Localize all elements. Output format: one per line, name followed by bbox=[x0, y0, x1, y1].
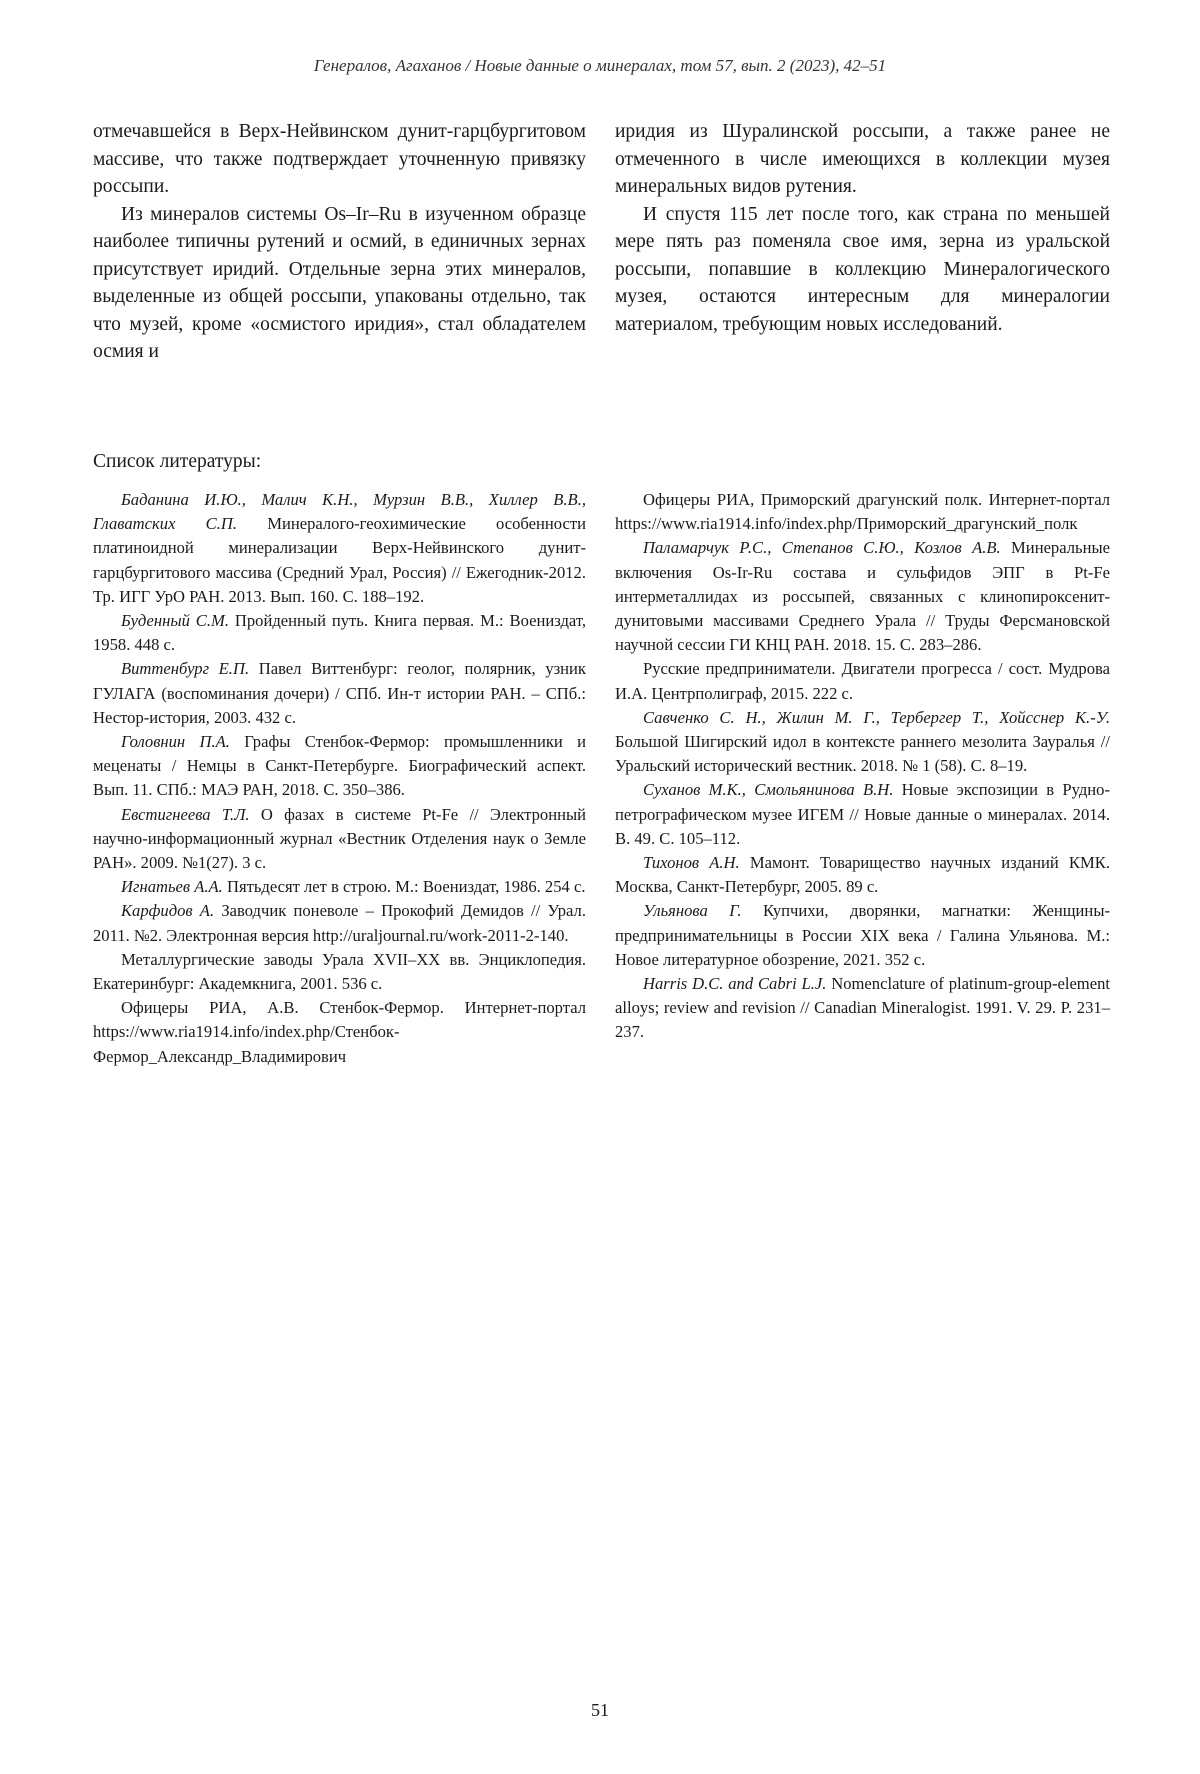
reference-text: Заводчик поневоле – Прокофий Демидов // Урал. 2011. №2. Электронная версия http://uraljournal.ru/work-2011-2-140. bbox=[93, 901, 586, 944]
reference-text: Павел Виттенбург: геолог, полярник, узник ГУЛАГА (воспоминания дочери) / СПб. Ин-т истории РАН. – СПб.: Нестор-история, 2003. 432 с. bbox=[93, 659, 586, 726]
page-number: 51 bbox=[0, 1700, 1200, 1721]
reference-item bbox=[615, 657, 1110, 705]
reference-item bbox=[615, 488, 1110, 536]
reference-text: Пятьдесят лет в строю. М.: Воениздат, 1986. 254 с. bbox=[223, 877, 586, 896]
reference-text: Мамонт. Товарищество научных изданий КМК. Москва, Санкт-Петербург, 2005. 89 с. bbox=[615, 853, 1110, 896]
reference-item bbox=[93, 875, 586, 899]
reference-text: Офицеры РИА, Приморский драгунский полк. Интернет-портал https://www.ria1914.info/index.php/Приморский_драгунский_полк bbox=[615, 490, 1110, 533]
reference-author: Баданина И.Ю., Малич К.Н., Мурзин В.В., Хиллер В.В., Главатских С.П. bbox=[93, 490, 586, 533]
reference-item bbox=[615, 851, 1110, 899]
reference-author: Суханов М.К., Смольянинова В.Н. bbox=[643, 780, 893, 799]
reference-text: Минеральные включения Os-Ir-Ru состава и сульфидов ЭПГ в Pt-Fe интерметаллидах из россыпей, связанных с клинопироксенит-дунитовыми массивами Среднего Урала // Труды Ферсмановской научной сессии ГИ КНЦ РАН. 2018. 15. С. 283–286. bbox=[615, 538, 1110, 654]
body-column-left bbox=[93, 118, 586, 366]
reference-author: Савченко С. Н., Жилин М. Г., Тербергер Т., Хойсснер К.-У. bbox=[643, 708, 1110, 727]
reference-item bbox=[93, 730, 586, 803]
reference-item bbox=[93, 803, 586, 876]
reference-author: Harris D.C. and Cabri L.J. bbox=[643, 974, 826, 993]
reference-item bbox=[93, 899, 586, 947]
reference-author: Ульянова Г. bbox=[643, 901, 742, 920]
reference-author: Тихонов А.Н. bbox=[643, 853, 740, 872]
body-paragraph: иридия из Шуралинской россыпи, а также ранее не отмеченного в числе имеющихся в коллекции музея минеральных видов рутения. bbox=[615, 118, 1110, 201]
reference-item bbox=[615, 706, 1110, 779]
reference-author: Игнатьев А.А. bbox=[121, 877, 223, 896]
reference-item bbox=[93, 488, 586, 609]
reference-item bbox=[615, 778, 1110, 851]
reference-author: Евстигнеева Т.Л. bbox=[121, 805, 250, 824]
reference-text: Русские предприниматели. Двигатели прогресса / сост. Мудрова И.А. Центрполиграф, 2015. 222 с. bbox=[615, 659, 1110, 702]
reference-item bbox=[93, 996, 586, 1069]
reference-text: Новые экспозиции в Рудно-петрографическом музее ИГЕМ // Новые данные о минералах. 2014. В. 49. С. 105–112. bbox=[615, 780, 1110, 847]
journal-page bbox=[0, 0, 1200, 1774]
running-header: Генералов, Агаханов / Новые данные о минералах, том 57, вып. 2 (2023), 42–51 bbox=[0, 56, 1200, 76]
reference-text: Графы Стенбок-Фермор: промышленники и меценаты / Немцы в Санкт-Петербурге. Биографический аспект. Вып. 11. СПб.: МАЭ РАН, 2018. С. 350–386. bbox=[93, 732, 586, 799]
reference-item bbox=[93, 948, 586, 996]
reference-author: Паламарчук Р.С., Степанов С.Ю., Козлов А.В. bbox=[643, 538, 1001, 557]
references-column-left bbox=[93, 488, 586, 1069]
reference-author: Карфидов А. bbox=[121, 901, 214, 920]
reference-item bbox=[615, 972, 1110, 1045]
reference-text: Nomenclature of platinum-group-element alloys; review and revision // Canadian Mineralogist. 1991. V. 29. P. 231–237. bbox=[615, 974, 1110, 1041]
reference-text: Пройденный путь. Книга первая. М.: Воениздат, 1958. 448 с. bbox=[93, 611, 586, 654]
reference-item bbox=[93, 657, 586, 730]
reference-text: Офицеры РИА, А.В. Стенбок-Фермор. Интернет-портал https://www.ria1914.info/index.php/Стенбок-Фермор_Александр_Владимирович bbox=[93, 998, 586, 1065]
reference-author: Головнин П.А. bbox=[121, 732, 230, 751]
body-column-right bbox=[615, 118, 1110, 338]
reference-item bbox=[93, 609, 586, 657]
reference-text: Минералого-геохимические особенности платиноидной минерализации Верх-Нейвинского дунит-гарцбургитового массива (Средний Урал, Россия) // Ежегодник-2012. Тр. ИГГ УрО РАН. 2013. Вып. 160. С. 188–192. bbox=[93, 514, 586, 606]
reference-text: Большой Шигирский идол в контексте раннего мезолита Зауралья // Уральский исторический вестник. 2018. № 1 (58). С. 8–19. bbox=[615, 732, 1110, 775]
reference-author: Виттенбург Е.П. bbox=[121, 659, 249, 678]
references-column-right bbox=[615, 488, 1110, 1045]
body-paragraph: Из минералов системы Os–Ir–Ru в изученном образце наиболее типичны рутений и осмий, в единичных зернах присутствует иридий. Отдельные зерна этих минералов, выделенные из общей россыпи, упакованы отдельно, так что музей, кроме «осмистого иридия», стал обладателем осмия и bbox=[93, 201, 586, 366]
reference-text: О фазах в системе Pt-Fe // Электронный научно-информационный журнал «Вестник Отделения наук о Земле РАН». 2009. №1(27). 3 с. bbox=[93, 805, 586, 872]
reference-item bbox=[615, 899, 1110, 972]
reference-item bbox=[615, 536, 1110, 657]
body-paragraph: И спустя 115 лет после того, как страна по меньшей мере пять раз поменяла свое имя, зерна из уральской россыпи, попавшие в коллекцию Минералогического музея, остаются интересным для минералогии материалом, требующим новых исследований. bbox=[615, 201, 1110, 339]
body-paragraph: отмечавшейся в Верх-Нейвинском дунит-гарцбургитовом массиве, что также подтверждает уточненную привязку россыпи. bbox=[93, 118, 586, 201]
reference-text: Металлургические заводы Урала XVII–XX вв. Энциклопедия. Екатеринбург: Академкнига, 2001. 536 с. bbox=[93, 950, 586, 993]
references-title: Список литературы: bbox=[93, 451, 261, 473]
reference-author: Буденный С.М. bbox=[121, 611, 229, 630]
reference-text: Купчихи, дворянки, магнатки: Женщины-предпринимательницы в России XIX века / Галина Ульянова. М.: Новое литературное обозрение, 2021. 352 с. bbox=[615, 901, 1110, 968]
